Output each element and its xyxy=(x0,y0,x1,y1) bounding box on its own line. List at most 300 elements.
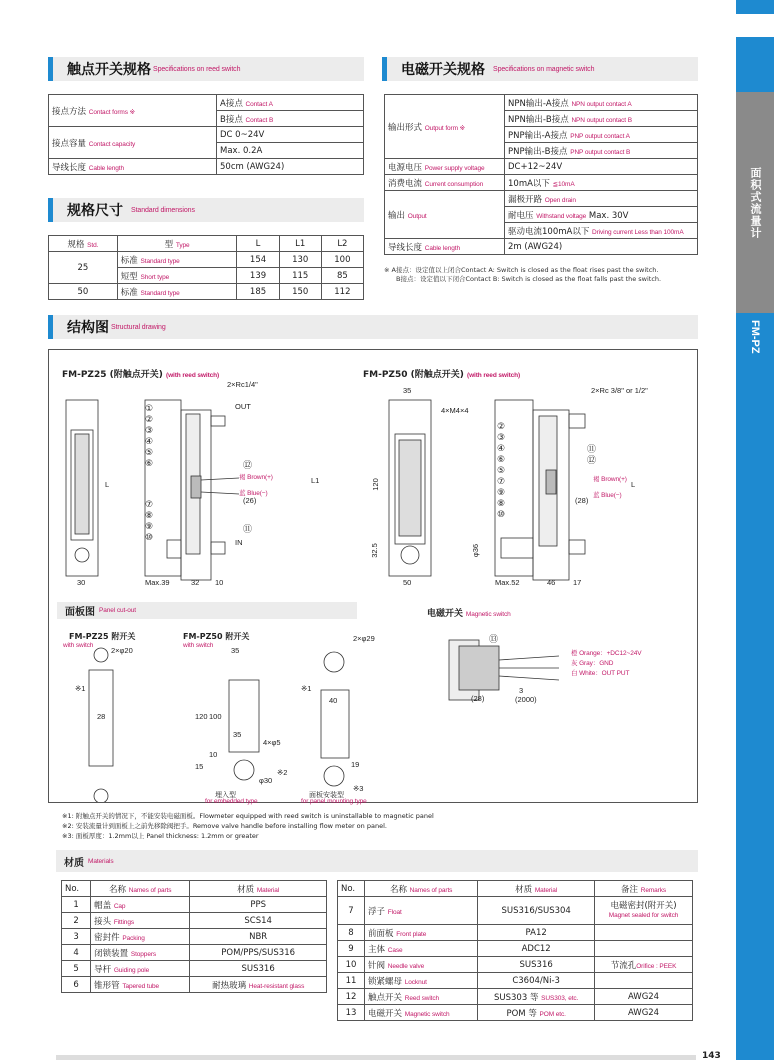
section-bar xyxy=(48,57,53,81)
balloon: ⑥ xyxy=(145,459,154,469)
mag-output-form-en: NPN output contact A xyxy=(571,100,632,108)
section-bar xyxy=(48,315,53,339)
mat-h-name-en: Names of parts xyxy=(409,886,453,894)
table-row xyxy=(62,929,327,945)
balloon: ⑪ xyxy=(243,525,253,535)
table-row xyxy=(62,945,327,961)
mat-h-name: 名称 xyxy=(389,884,407,895)
materials-table-left xyxy=(61,880,327,993)
panel-10: 10 xyxy=(209,750,218,759)
mat-name: 锁紧螺母 xyxy=(368,976,403,987)
reed-current-value: Max. 0.2A xyxy=(217,143,364,159)
panel-pz25-en: with switch xyxy=(63,642,94,649)
mat-name-en: Stoppers xyxy=(130,950,157,958)
mat-name: 主体 xyxy=(368,944,386,955)
panel-pz25-holes: 2×φ20 xyxy=(111,646,133,655)
mag-output-form-en: NPN output contact B xyxy=(571,116,632,124)
mat-name-en: Needle valve xyxy=(387,962,425,970)
mat-material: SUS303 等 xyxy=(494,992,539,1003)
mag-output-label-en: Output xyxy=(407,212,427,220)
mat-material-en: POM etc. xyxy=(539,1010,566,1018)
pz25-valve xyxy=(167,540,181,558)
mat-name: 触点开关 xyxy=(368,992,403,1003)
mat-remark-en: Orifice : PEEK xyxy=(636,962,677,970)
pz25-port-label: 2×Rc1/4" xyxy=(227,380,258,389)
mag-current-note: ≦10mA xyxy=(552,180,575,188)
panel-mark1-b: ※1 xyxy=(301,684,312,693)
materials-header xyxy=(56,850,698,872)
pz25-brown-label: 褐 Brown(+) xyxy=(239,474,273,481)
side-category-tab[interactable] xyxy=(736,92,774,313)
footer-bar xyxy=(56,1055,696,1060)
mag-current-label: 消费电流 xyxy=(388,178,423,189)
mag-current-label-en: Current consumption xyxy=(424,180,484,188)
mat-remark xyxy=(595,925,693,941)
magsw-orange: 橙 Orange：+DC12~24V xyxy=(571,650,642,657)
mat-no: 4 xyxy=(62,945,91,961)
reed-contact-a: A接点 xyxy=(220,98,243,109)
dims-type: 标准 xyxy=(120,287,138,298)
mat-name-en: Packing xyxy=(122,934,145,942)
mat-no: 10 xyxy=(338,957,365,973)
panel-title-en: Panel cut-out xyxy=(99,607,137,614)
mat-name-en: Tapered tube xyxy=(122,982,160,990)
mat-material: POM 等 xyxy=(506,1008,537,1019)
mat-name: 导杆 xyxy=(94,964,112,975)
pz25-title-en: (with reed switch) xyxy=(166,372,220,379)
table-row xyxy=(338,989,693,1005)
mat-material: ADC12 xyxy=(478,941,595,957)
dims-type-en: Short type xyxy=(140,273,170,281)
panel-pz50b-height: 19 xyxy=(351,760,360,769)
reed-spec-title-en: Specifications on reed switch xyxy=(153,65,241,73)
mat-name-en: Float xyxy=(387,908,402,916)
pz50-max-label: Max.52 xyxy=(495,578,520,587)
mag-spec-title-en: Specifications on magnetic switch xyxy=(493,65,595,73)
struct-title: 结构图 xyxy=(67,320,109,336)
dims-h-l1: L1 xyxy=(279,236,321,252)
mag-cable-label: 导线长度 xyxy=(388,242,423,253)
mat-no: 1 xyxy=(62,897,91,913)
balloon: ⑧ xyxy=(497,499,506,509)
reed-contact-a-en: Contact A xyxy=(245,100,273,108)
mag-note-1: ※ A接点：设定值以上闭合Contact A: Switch is closed as the float rises past the switch. xyxy=(384,266,659,274)
reed-cable-label: 导线长度 xyxy=(52,162,87,173)
pz25-reed-switch xyxy=(191,476,201,498)
pz25-width-label: 30 xyxy=(77,578,86,587)
mat-name-en: Magnetic switch xyxy=(404,1010,450,1018)
mat-remark: AWG24 xyxy=(595,1005,693,1021)
struct-header xyxy=(48,315,698,339)
magsw-white: 白 White：OUT PUT xyxy=(571,670,630,677)
magsw-wire xyxy=(499,676,559,680)
pz25-title: FM-PZ25 (附触点开关) xyxy=(62,370,163,380)
magsw-d3: 3 xyxy=(519,686,524,695)
dims-l: 185 xyxy=(237,284,279,300)
reed-cable-value: 50cm (AWG24) xyxy=(217,159,364,175)
mag-spec-title: 电磁开关规格 xyxy=(401,62,485,78)
pz50-title: FM-PZ50 (附触点开关) xyxy=(363,370,464,380)
balloon: ⑧ xyxy=(145,511,154,521)
mag-output-item: 耐电压 xyxy=(508,210,534,221)
dims-l1: 150 xyxy=(279,284,321,300)
mat-no: 5 xyxy=(62,961,91,977)
balloon: ⑨ xyxy=(145,522,154,532)
mat-remark-en: Magnet sealed for switch xyxy=(608,911,679,919)
panel-pz50-width: 35 xyxy=(231,646,240,655)
mag-spec-header xyxy=(382,57,698,81)
pz25-l1-label: L1 xyxy=(311,476,320,485)
balloon: ⑥ xyxy=(497,455,506,465)
pz50-out-port xyxy=(569,414,585,428)
panel-mark1: ※1 xyxy=(75,684,86,693)
dims-type: 标准 xyxy=(120,255,138,266)
table-row xyxy=(49,284,364,300)
section-bar xyxy=(382,57,387,81)
dims-l1: 130 xyxy=(279,252,321,268)
pz25-out-port xyxy=(211,416,225,426)
mat-h-mat: 材质 xyxy=(515,884,533,895)
magsw-wire xyxy=(499,656,559,660)
dims-title-en: Standard dimensions xyxy=(131,206,195,214)
mat-material: PA12 xyxy=(478,925,595,941)
dims-h-l: L xyxy=(237,236,279,252)
mat-name: 锥形管 xyxy=(94,980,120,991)
pz50-h120-label: 120 xyxy=(370,478,380,491)
magsw-gray: 灰 Gray：GND xyxy=(571,660,614,667)
dims-l2: 112 xyxy=(321,284,363,300)
materials-table-right xyxy=(337,880,693,1021)
mat-h-mat-en: Material xyxy=(256,886,280,894)
table-row xyxy=(338,897,693,925)
mat-material-en: SUS303, etc. xyxy=(541,994,579,1002)
pz50-port-label: 2×Rc 3/8" or 1/2" xyxy=(591,386,648,395)
pz50-valve xyxy=(501,538,533,558)
materials-title-en: Materials xyxy=(88,857,114,865)
mat-remark xyxy=(595,941,693,957)
mat-name-en: Case xyxy=(387,946,403,954)
mat-h-rem: 备注 xyxy=(621,884,639,895)
table-row xyxy=(62,961,327,977)
mat-material: C3604/Ni-3 xyxy=(478,973,595,989)
dims-l: 139 xyxy=(237,268,279,284)
panel-header xyxy=(57,602,357,619)
balloon: ⑬ xyxy=(489,635,499,645)
table-row xyxy=(49,252,364,268)
dims-type: 短型 xyxy=(120,271,138,282)
pz50-cable-label: (28) xyxy=(575,496,589,505)
panel-pz50-title: FM-PZ50 附开关 xyxy=(183,632,250,641)
table-row xyxy=(338,1005,693,1021)
pz50-front-knob xyxy=(401,546,419,564)
pz25-d10-label: 10 xyxy=(215,578,224,587)
dims-h-l2: L2 xyxy=(321,236,363,252)
balloon: ③ xyxy=(497,433,506,443)
mag-cable-label-en: Cable length xyxy=(424,244,461,252)
mat-name: 浮子 xyxy=(368,906,386,917)
mat-material: SUS316 xyxy=(190,961,327,977)
mat-material: SCS14 xyxy=(190,913,327,929)
pz50-blue-label: 蓝 Blue(−) xyxy=(593,492,622,499)
mat-no: 3 xyxy=(62,929,91,945)
balloon: ⑦ xyxy=(497,477,506,487)
panel-pz50b-hole xyxy=(324,652,344,672)
mat-h-name: 名称 xyxy=(109,884,127,895)
pz50-balloons xyxy=(497,422,505,521)
side-model-label: FM-PZ xyxy=(749,320,761,354)
table-row xyxy=(338,925,693,941)
pz50-width-label: 50 xyxy=(403,578,412,587)
dims-title: 规格尺寸 xyxy=(67,203,123,219)
mag-cable-value: 2m (AWG24) xyxy=(505,239,698,255)
mag-voltage-value: DC+12~24V xyxy=(505,159,698,175)
table-row xyxy=(338,973,693,989)
panel-mounted: 面板安装型 xyxy=(309,791,344,799)
materials-title: 材质 xyxy=(64,857,84,869)
mat-name: 闭锁装置 xyxy=(94,948,129,959)
mag-output-form: NPN输出-B接点 xyxy=(508,114,569,125)
reed-spec-table xyxy=(48,94,364,175)
pz50-reed-switch xyxy=(546,470,556,494)
balloon: ④ xyxy=(497,444,506,454)
mat-no: 11 xyxy=(338,973,365,989)
mat-no: 13 xyxy=(338,1005,365,1021)
panel-pz50-phi: φ30 xyxy=(259,776,273,785)
balloon: ⑤ xyxy=(145,448,154,458)
mat-material: NBR xyxy=(190,929,327,945)
mag-output-form-label: 输出形式 xyxy=(388,122,423,133)
mag-output-form-label-en: Output form ※ xyxy=(424,124,465,132)
balloon: ⑨ xyxy=(497,488,506,498)
mat-name: 接头 xyxy=(94,916,112,927)
mat-name-en: Cap xyxy=(113,902,126,910)
dims-h-type-en: Type xyxy=(175,241,190,249)
side-model-tab xyxy=(736,320,774,354)
pz50-holes-label: 4×M4×4 xyxy=(441,406,469,415)
panel-pz50-en: with switch xyxy=(183,642,214,649)
mag-voltage-label: 电源电压 xyxy=(388,162,423,173)
pz25-in-label: IN xyxy=(235,538,243,547)
mag-output-form: NPN输出-A接点 xyxy=(508,98,569,109)
panel-pz25-hole xyxy=(94,648,108,662)
panel-mark2: ※2 xyxy=(277,768,288,777)
pz50-in-port xyxy=(569,540,585,554)
mat-name: 电磁开关 xyxy=(368,1008,403,1019)
pz25-depth-label: 32 xyxy=(191,578,200,587)
mag-output-form: PNP输出-A接点 xyxy=(508,130,568,141)
dims-l2: 100 xyxy=(321,252,363,268)
dims-l: 154 xyxy=(237,252,279,268)
pz50-d35-label: 35 xyxy=(403,386,412,395)
mat-no: 8 xyxy=(338,925,365,941)
pz25-cable-label: (26) xyxy=(243,496,257,505)
dims-l2: 85 xyxy=(321,268,363,284)
panel-embedded-en: for embedded type xyxy=(205,798,258,805)
panel-mounted-en: for panel mounting type xyxy=(301,798,367,805)
pz25-balloons-lower xyxy=(145,500,153,544)
panel-100: 100 xyxy=(209,712,222,721)
mat-no: 6 xyxy=(62,977,91,993)
pz50-title-en: (with reed switch) xyxy=(467,372,521,379)
dims-h-type: 型 xyxy=(164,239,174,250)
panel-pz25-hole xyxy=(94,789,108,802)
section-bar xyxy=(48,198,53,222)
reed-spec-header xyxy=(48,57,364,81)
table-row xyxy=(62,913,327,929)
mat-material: SUS316 xyxy=(478,957,595,973)
mat-name-en: Locknut xyxy=(404,978,427,986)
reed-contact-form-label-en: Contact forms ※ xyxy=(88,108,135,116)
mat-name: 帽盖 xyxy=(94,900,112,911)
mag-output-item-en: Withstand voltage xyxy=(536,212,587,220)
pz25-front-tube xyxy=(75,434,89,534)
table-row xyxy=(338,941,693,957)
dims-table xyxy=(48,235,364,300)
footnote-1: ※1: 附触点开关的情况下，不能安装电磁面板。Flowmeter equipped with reed switch is uninstallable to magnetic panel xyxy=(62,812,434,820)
reed-capacity-label-en: Contact capacity xyxy=(88,140,136,148)
pz50-front-tube xyxy=(399,440,421,536)
dims-l1: 115 xyxy=(279,268,321,284)
pz50-d17-label: 17 xyxy=(573,578,582,587)
mat-name: 针阀 xyxy=(368,960,386,971)
panel-pz50b-width: 40 xyxy=(329,696,338,705)
mag-output-label: 输出 xyxy=(388,210,406,221)
pz25-wire xyxy=(201,478,239,480)
mag-spec-table xyxy=(384,94,698,255)
panel-pz25-width: 28 xyxy=(97,712,106,721)
mag-output-item-en: Open drain xyxy=(544,196,576,204)
panel-pz25-title: FM-PZ25 附开关 xyxy=(69,632,136,641)
balloon: ⑪ xyxy=(587,445,597,455)
balloon: ③ xyxy=(145,426,154,436)
mat-name: 密封件 xyxy=(94,932,120,943)
mat-material: 耐热玻璃 xyxy=(212,980,247,991)
dims-std: 50 xyxy=(49,284,118,300)
pz50-brown-label: 褐 Brown(+) xyxy=(593,476,627,483)
panel-pz50-round xyxy=(234,760,254,780)
panel-pz50b-holes: 2×φ29 xyxy=(353,634,375,643)
mag-withstand-value: Max. 30V xyxy=(588,210,629,221)
dims-header xyxy=(48,198,364,222)
pz25-wire xyxy=(201,492,239,494)
page-number: 143 xyxy=(702,1051,721,1060)
balloon: ① xyxy=(145,404,154,414)
pz50-d46-label: 46 xyxy=(547,578,556,587)
mat-no: 12 xyxy=(338,989,365,1005)
mat-remark xyxy=(595,973,693,989)
mat-h-no: No. xyxy=(338,881,365,897)
mag-voltage-label-en: Power supply voltage xyxy=(424,164,485,172)
side-tab-top xyxy=(736,0,774,14)
pz50-phi36-label: φ36 xyxy=(471,543,481,558)
magsw-title: 电磁开关 xyxy=(427,609,464,619)
pz25-blue-label: 蓝 Blue(−) xyxy=(239,490,268,497)
mag-note-2: B接点：设定值以下闭合Contact B: Switch is closed as the float falls past the switch. xyxy=(396,275,662,283)
mat-h-mat: 材质 xyxy=(237,884,255,895)
table-row xyxy=(62,881,327,897)
mag-output-form-en: PNP output contact A xyxy=(570,132,630,140)
pz25-front-knob xyxy=(75,548,89,562)
pz25-out-label: OUT xyxy=(235,402,251,411)
mat-h-rem-en: Remarks xyxy=(640,886,667,894)
table-row xyxy=(62,897,327,913)
panel-embedded: 埋入型 xyxy=(215,791,236,799)
magsw-header xyxy=(427,606,511,619)
pz50-h325-label: 32.5 xyxy=(369,543,379,558)
balloon: ⑩ xyxy=(145,533,154,543)
reed-capacity-label: 接点容量 xyxy=(52,138,87,149)
mat-remark: 电磁密封(附开关) xyxy=(610,900,677,911)
pz25-in-port xyxy=(211,542,225,554)
mat-h-mat-en: Material xyxy=(534,886,558,894)
reed-contact-form-label: 接点方法 xyxy=(52,106,87,117)
panel-35: 35 xyxy=(233,730,242,739)
balloon: ② xyxy=(145,415,154,425)
table-row xyxy=(49,236,364,252)
pz25-max-label: Max.39 xyxy=(145,578,170,587)
panel-pz50b-hole xyxy=(324,766,344,786)
dims-type-en: Standard type xyxy=(140,289,180,297)
mat-name-en: Reed switch xyxy=(404,994,440,1002)
mat-no: 9 xyxy=(338,941,365,957)
mat-remark: 节流孔 xyxy=(610,960,637,971)
table-row xyxy=(62,977,327,993)
pz50-l-label: L xyxy=(631,480,636,489)
struct-frame xyxy=(48,349,698,803)
panel-pz50-cutout xyxy=(229,680,259,752)
mat-h-no: No. xyxy=(62,881,91,897)
table-row xyxy=(338,881,693,897)
mat-material-en: Heat-resistant glass xyxy=(248,982,305,990)
panel-title: 面板图 xyxy=(65,607,95,618)
reed-contact-b-en: Contact B xyxy=(245,116,274,124)
mat-material: POM/PPS/SUS316 xyxy=(190,945,327,961)
mag-output-item: 驱动电流100mA以下 xyxy=(508,226,590,237)
mag-output-form-en: PNP output contact B xyxy=(570,148,631,156)
magsw-d28: (28) xyxy=(471,694,485,703)
balloon: ② xyxy=(497,422,506,432)
mat-no: 2 xyxy=(62,913,91,929)
magsw-sensor xyxy=(459,646,499,690)
mag-output-form: PNP输出-B接点 xyxy=(508,146,568,157)
dims-h-std: 规格 xyxy=(67,239,85,250)
reed-spec-title: 触点开关规格 xyxy=(67,62,151,78)
mat-material: PPS xyxy=(190,897,327,913)
footnote-2: ※2: 安装流量计到面板上之前先移除阀把手。Remove valve handle before installing flow meter on panel. xyxy=(62,822,387,830)
mag-output-item-en: Driving current Less than 100mA xyxy=(592,228,684,236)
balloon: ⑫ xyxy=(587,456,597,466)
panel-15: 15 xyxy=(195,762,204,771)
footnote-3: ※3: 面板厚度：1.2mm以上 Panel thickness: 1.2mm or greater xyxy=(62,832,259,840)
panel-pz50-holes: 4×φ5 xyxy=(263,738,281,747)
balloon: ④ xyxy=(145,437,154,447)
balloon: ⑫ xyxy=(243,461,253,471)
reed-voltage-value: DC 0~24V xyxy=(217,127,364,143)
table-row xyxy=(338,957,693,973)
dims-type-en: Standard type xyxy=(140,257,180,265)
panel-mark3: ※3 xyxy=(353,784,364,793)
mat-name: 前面板 xyxy=(368,928,394,939)
panel-120: 120 xyxy=(195,712,208,721)
pz25-l-label: L xyxy=(105,480,110,489)
pz25-balloons xyxy=(145,404,153,470)
mat-no: 7 xyxy=(338,897,365,925)
mat-name-en: Front plate xyxy=(396,930,427,938)
mat-name-en: Fittings xyxy=(113,918,134,926)
reed-cable-label-en: Cable length xyxy=(88,164,125,172)
dims-std: 25 xyxy=(49,252,118,284)
magsw-d2000: (2000) xyxy=(515,695,537,704)
